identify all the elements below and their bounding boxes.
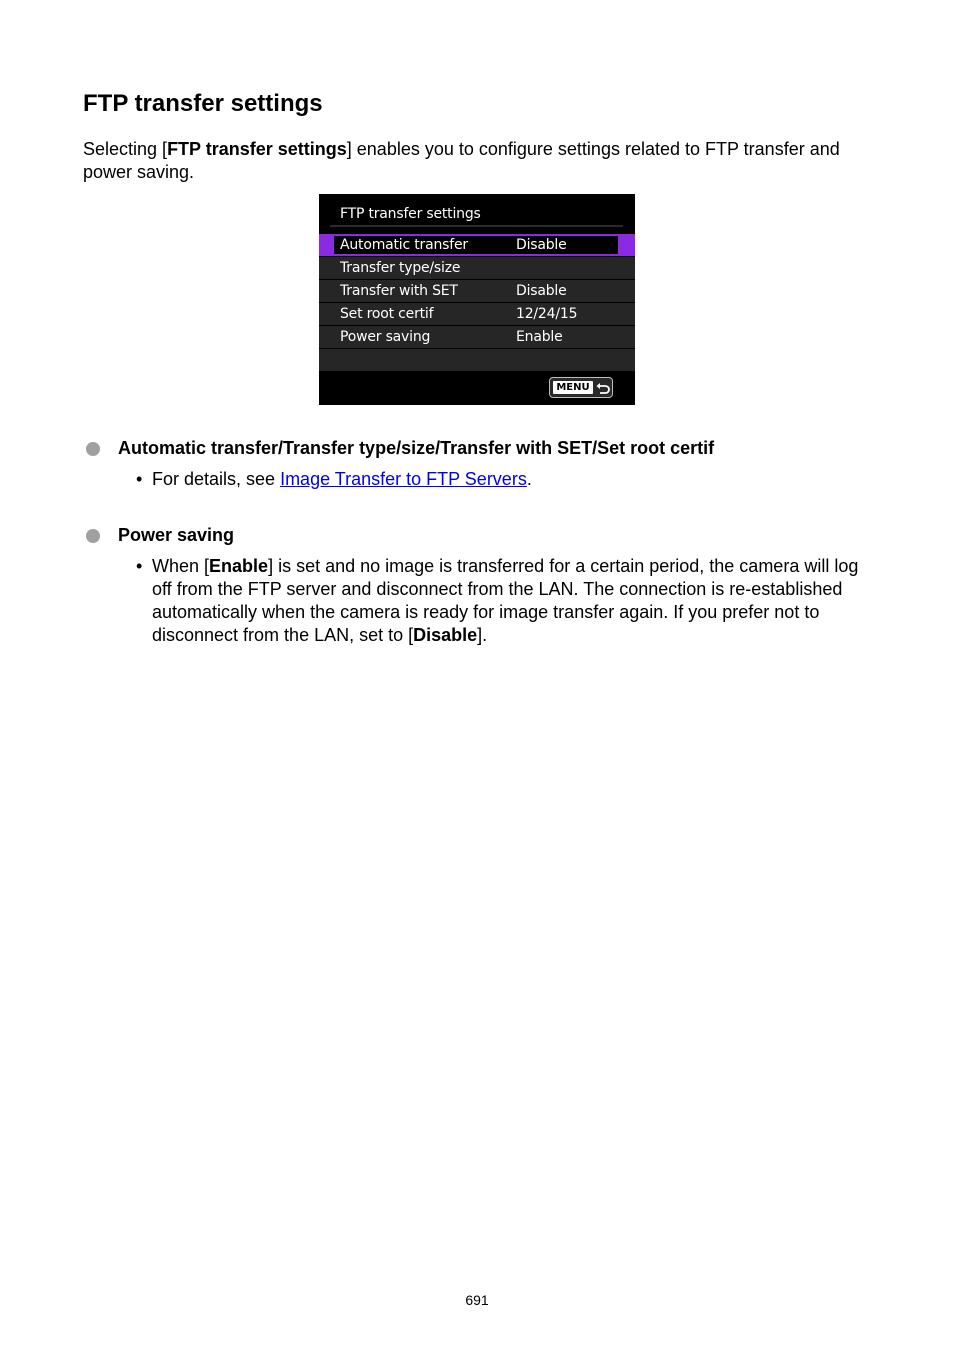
menu-row-set-root-certif[interactable]: [319, 303, 635, 325]
menu-row-label: Transfer type/size: [340, 260, 461, 276]
menu-row-label: Transfer with SET: [340, 283, 458, 299]
section-heading-text: Automatic transfer/Transfer type/size/Transfer with SET/Set root certif: [118, 438, 715, 458]
menu-row-value: Enable: [516, 329, 563, 345]
intro-suffix: ] enables you to configure settings related to FTP transfer and power saving.: [83, 139, 840, 182]
camera-menu-screenshot: [319, 194, 635, 405]
circle-bullet-icon: [86, 442, 100, 456]
screen-divider: [330, 225, 623, 227]
circle-bullet-icon: [86, 529, 100, 543]
menu-row-value: Disable: [516, 283, 567, 299]
intro-prefix: Selecting [: [83, 139, 168, 159]
item-prefix: For details, see: [152, 469, 281, 489]
bullet-glyph: •: [136, 556, 143, 576]
item-suffix: ].: [477, 625, 488, 645]
menu-badge: MENU: [553, 381, 593, 394]
menu-row-transfer-type-size[interactable]: [319, 257, 635, 279]
page-number: 691: [465, 1292, 489, 1308]
menu-row-label: Automatic transfer: [340, 237, 468, 253]
bold-disable: Disable: [413, 625, 478, 645]
item-prefix: When [: [152, 556, 210, 576]
screen-title: FTP transfer settings: [340, 206, 481, 222]
bullet-glyph: •: [136, 469, 143, 489]
menu-row-value: 12/24/15: [516, 306, 578, 322]
return-arrow-icon: [595, 380, 611, 396]
section-heading-text: Power saving: [118, 525, 235, 545]
menu-row-power-saving[interactable]: [319, 326, 635, 348]
intro-paragraph: [83, 138, 873, 184]
page-title: FTP transfer settings: [83, 90, 323, 117]
list-item-text: [152, 468, 866, 491]
menu-row-value: Disable: [516, 237, 567, 253]
menu-back-button[interactable]: [549, 377, 613, 398]
menu-row-label: Power saving: [340, 329, 431, 345]
menu-row-empty: [319, 349, 635, 371]
list-item-text: [152, 555, 866, 647]
bold-enable: Enable: [209, 556, 269, 576]
menu-row-automatic-transfer[interactable]: [319, 234, 635, 256]
item-middle: ] is set and no image is transferred for a certain period, the camera will log off from the FTP server and disconnect from the LAN. The connection is re-established automatically when the camera is ready for image transfer again. If you prefer not to disconnect from the LAN, set to [: [152, 556, 859, 645]
item-suffix: .: [526, 469, 532, 489]
list-item: [136, 468, 866, 491]
list-item: [136, 555, 866, 647]
menu-row-transfer-with-set[interactable]: [319, 280, 635, 302]
image-transfer-ftp-link[interactable]: Image Transfer to FTP Servers: [280, 469, 527, 489]
menu-row-label: Set root certif: [340, 306, 434, 322]
intro-bold-term: FTP transfer settings: [167, 139, 347, 159]
